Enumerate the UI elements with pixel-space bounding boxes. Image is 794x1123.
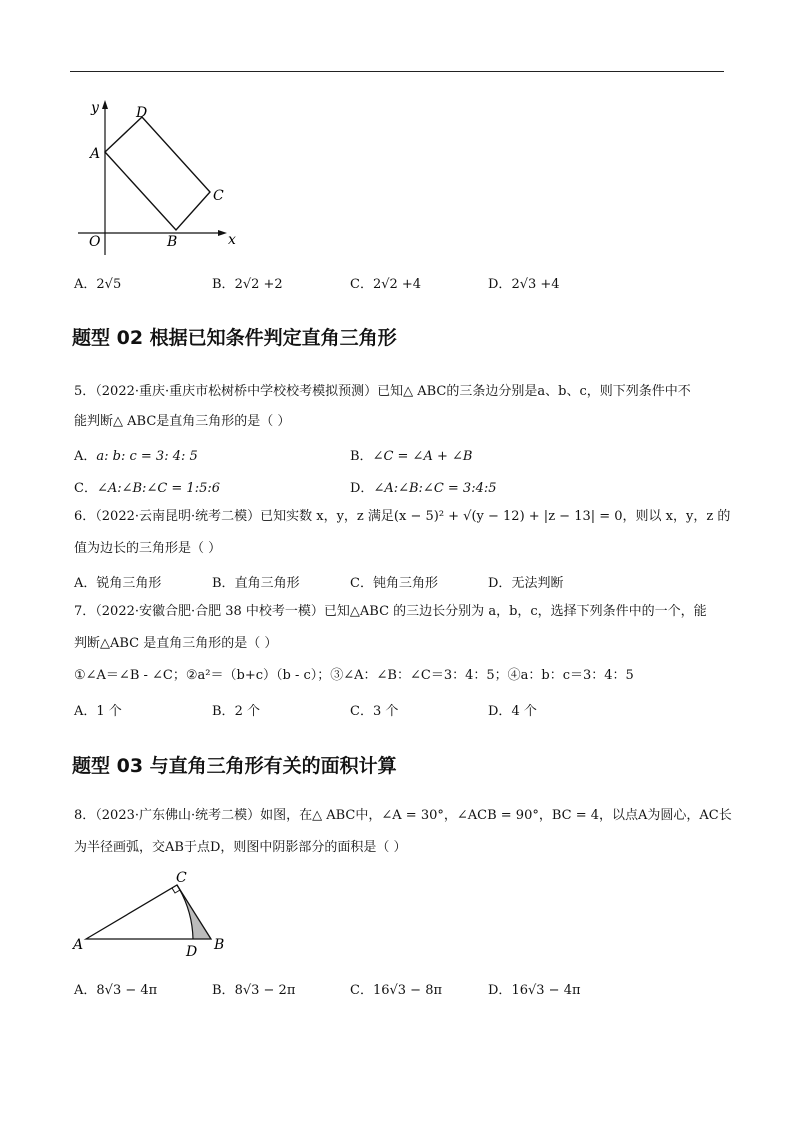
section-heading-02: 题型 02 根据已知条件判定直角三角形 [72,327,397,349]
q5-option-d: D．∠A:∠B:∠C = 3:4:5 [350,481,497,496]
q6-option-a: A．锐角三角形 [74,576,162,591]
coordinate-rectangle-figure [70,95,245,255]
label-c: C [176,870,187,886]
section-heading-03: 题型 03 与直角三角形有关的面积计算 [72,755,397,777]
q7-option-b: B．2 个 [212,704,260,719]
q5-option-b: B．∠C = ∠A + ∠B [350,449,473,464]
q8-option-d: D．16√3 − 4π [488,983,581,998]
y-axis-arrow [102,100,108,109]
q6-option-d: D．无法判断 [488,576,564,591]
q5-line-1: 5．（2022·重庆·重庆市松树桥中学校校考模拟预测）已知△ ABC的三条边分别是a、b、c，则下列条件中不 [74,384,691,399]
label-x: x [228,232,236,248]
triangle-arc-figure [70,868,235,963]
rectangle-abcd [105,117,210,230]
q5-line-2: 能判断△ ABC是直角三角形的是（ ） [74,414,291,429]
header-rule [70,71,724,72]
label-b: B [214,937,225,953]
label-d: D [186,944,198,960]
q5-option-a: A．a: b: c = 3: 4: 5 [74,449,198,464]
label-b: B [167,234,178,250]
q8-line-1: 8．（2023·广东佛山·统考二模）如图，在△ ABC中，∠A = 30°，∠ACB = 90°，BC = 4，以点A为圆心，AC长 [74,808,732,823]
q7-option-d: D．4 个 [488,704,537,719]
q7-line-2: 判断△ABC 是直角三角形的是（ ） [74,636,278,651]
label-o: O [89,234,101,250]
q8-option-b: B．8√3 − 2π [212,983,296,998]
q8-line-2: 为半径画弧，交AB于点D，则图中阴影部分的面积是（ ） [74,840,407,855]
q4-option-c: C．2√2 +4 [350,277,422,292]
q7-option-a: A．1 个 [74,704,122,719]
q8-option-a: A．8√3 − 4π [74,983,158,998]
q8-option-c: C．16√3 − 8π [350,983,443,998]
q7-option-c: C．3 个 [350,704,399,719]
x-axis-arrow [218,230,227,236]
q7-line-3: ①∠A＝∠B - ∠C；②a²＝（b+c）（b - c）；③∠A：∠B：∠C＝3：4：5；④a：b：c＝3：4：5 [74,668,634,683]
label-y: y [91,100,99,116]
q7-line-1: 7．（2022·安徽合肥·合肥 38 中校考一模）已知△ABC 的三边长分别为 a，b，c，选择下列条件中的一个，能 [74,604,707,619]
label-a: A [90,146,101,162]
q6-option-c: C．钝角三角形 [350,576,438,591]
q6-line-1: 6．（2022·云南昆明·统考二模）已知实数 x，y，z 满足(x − 5)² + √(y − 12) + |z − 13| = 0，则以 x，y，z 的 [74,509,731,524]
label-c: C [213,188,224,204]
label-a: A [73,937,84,953]
q4-option-d: D．2√3 +4 [488,277,560,292]
q4-option-b: B．2√2 +2 [212,277,283,292]
q5-option-c: C．∠A:∠B:∠C = 1:5:6 [74,481,221,496]
q4-option-a: A．2√5 [74,277,122,292]
label-d: D [136,105,148,121]
q6-line-2: 值为边长的三角形是（ ） [74,541,222,556]
q6-option-b: B．直角三角形 [212,576,300,591]
